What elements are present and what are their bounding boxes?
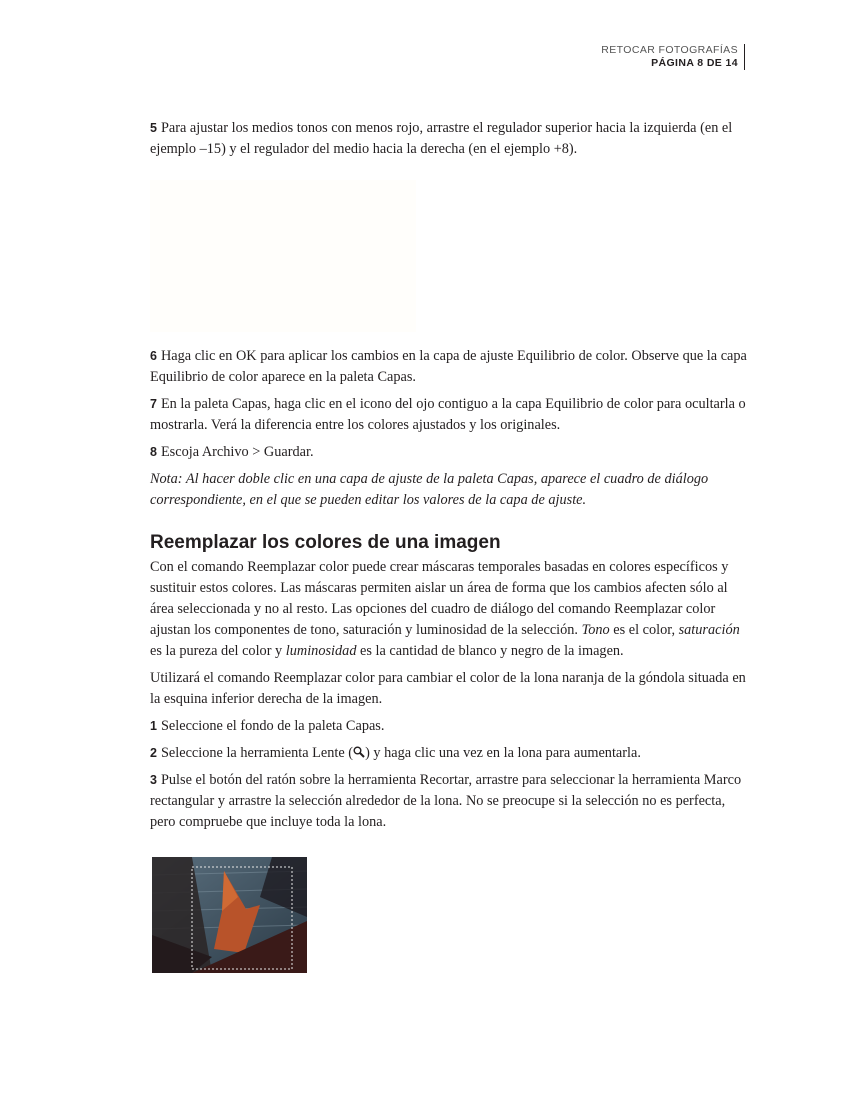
text-run: es la pureza del color y [150,643,286,659]
step-number: 5 [150,121,157,135]
text-run: Con el comando Reemplazar color puede crear máscaras temporales basadas en colores específicos y sustituir estos colores. Las máscaras permiten aislar un área de forma que los cambios afecten sólo al área seleccionada y no al resto. Las opciones del cuadro de diálogo del comando Reemplazar color ajustan los componentes de tono, saturación y luminosidad de la selección. [150,559,729,638]
step-2 [150,743,750,764]
text-run: es la cantidad de blanco y negro de la imagen. [356,643,624,659]
steps-block [150,346,750,517]
step-text: Escoja Archivo > Guardar. [160,444,314,460]
step-text: En la paleta Capas, haga clic en el icono del ojo contiguo a la capa Equilibrio de color para ocultarla o mostrarla. Verá la diferencia entre los colores ajustados y los originales. [150,396,746,433]
step-text: Para ajustar los medios tonos con menos rojo, arrastre el regulador superior hacia la izquierda (en el ejemplo –15) y el regulador del medio hacia la derecha (en el ejemplo +8). [150,120,733,157]
step-number: 6 [150,349,157,363]
step-5-block [150,118,750,166]
step-number: 8 [150,445,157,459]
intro-paragraph [150,557,750,662]
step-6 [150,346,750,388]
step-text: Haga clic en OK para aplicar los cambios en la capa de ajuste Equilibrio de color. Observe que la capa Equilibrio de color aparece en la paleta Capas. [150,348,747,385]
step-text: Pulse el botón del ratón sobre la herramienta Recortar, arrastre para seleccionar la herramienta Marco rectangular y arrastre la selección alrededor de la lona. No se preocupe si la selección no es perfecta, pero compruebe que incluye toda la lona. [150,772,742,830]
step-number: 2 [150,746,157,760]
note-label: Nota: [150,471,183,487]
term-tono: Tono [581,622,610,638]
step-3 [150,770,750,833]
header-section-title: RETOCAR FOTOGRAFÍAS [601,44,738,56]
gondola-canvas-photo [152,857,307,973]
section-heading: Reemplazar los colores de una imagen [150,532,501,553]
magnifier-icon [353,744,365,756]
note [150,469,750,511]
step-text: Seleccione el fondo de la paleta Capas. [160,718,385,734]
step-8 [150,442,750,463]
step-5 [150,118,750,160]
step-7 [150,394,750,436]
header-page-number: PÁGINA 8 DE 14 [651,57,738,69]
step-1 [150,716,750,737]
text-run: es el color, [609,622,679,638]
replace-colors-section [150,531,750,839]
step-number: 7 [150,397,157,411]
step-number: 3 [150,773,157,787]
step-text: ) y haga clic una vez en la lona para aumentarla. [365,745,641,761]
running-header [601,44,745,70]
note-text: Al hacer doble clic en una capa de ajuste de la paleta Capas, aparece el cuadro de diálogo correspondiente, en el que se pueden editar los valores de la capa de ajuste. [150,471,709,508]
term-luminosidad: luminosidad [285,643,357,659]
step-number: 1 [150,719,157,733]
step-text: Seleccione la herramienta Lente ( [160,745,354,761]
color-balance-figure [150,180,416,332]
context-paragraph: Utilizará el comando Reemplazar color para cambiar el color de la lona naranja de la góndola situada en la esquina inferior derecha de la imagen. [150,670,746,707]
term-saturacion: saturación [678,622,740,638]
